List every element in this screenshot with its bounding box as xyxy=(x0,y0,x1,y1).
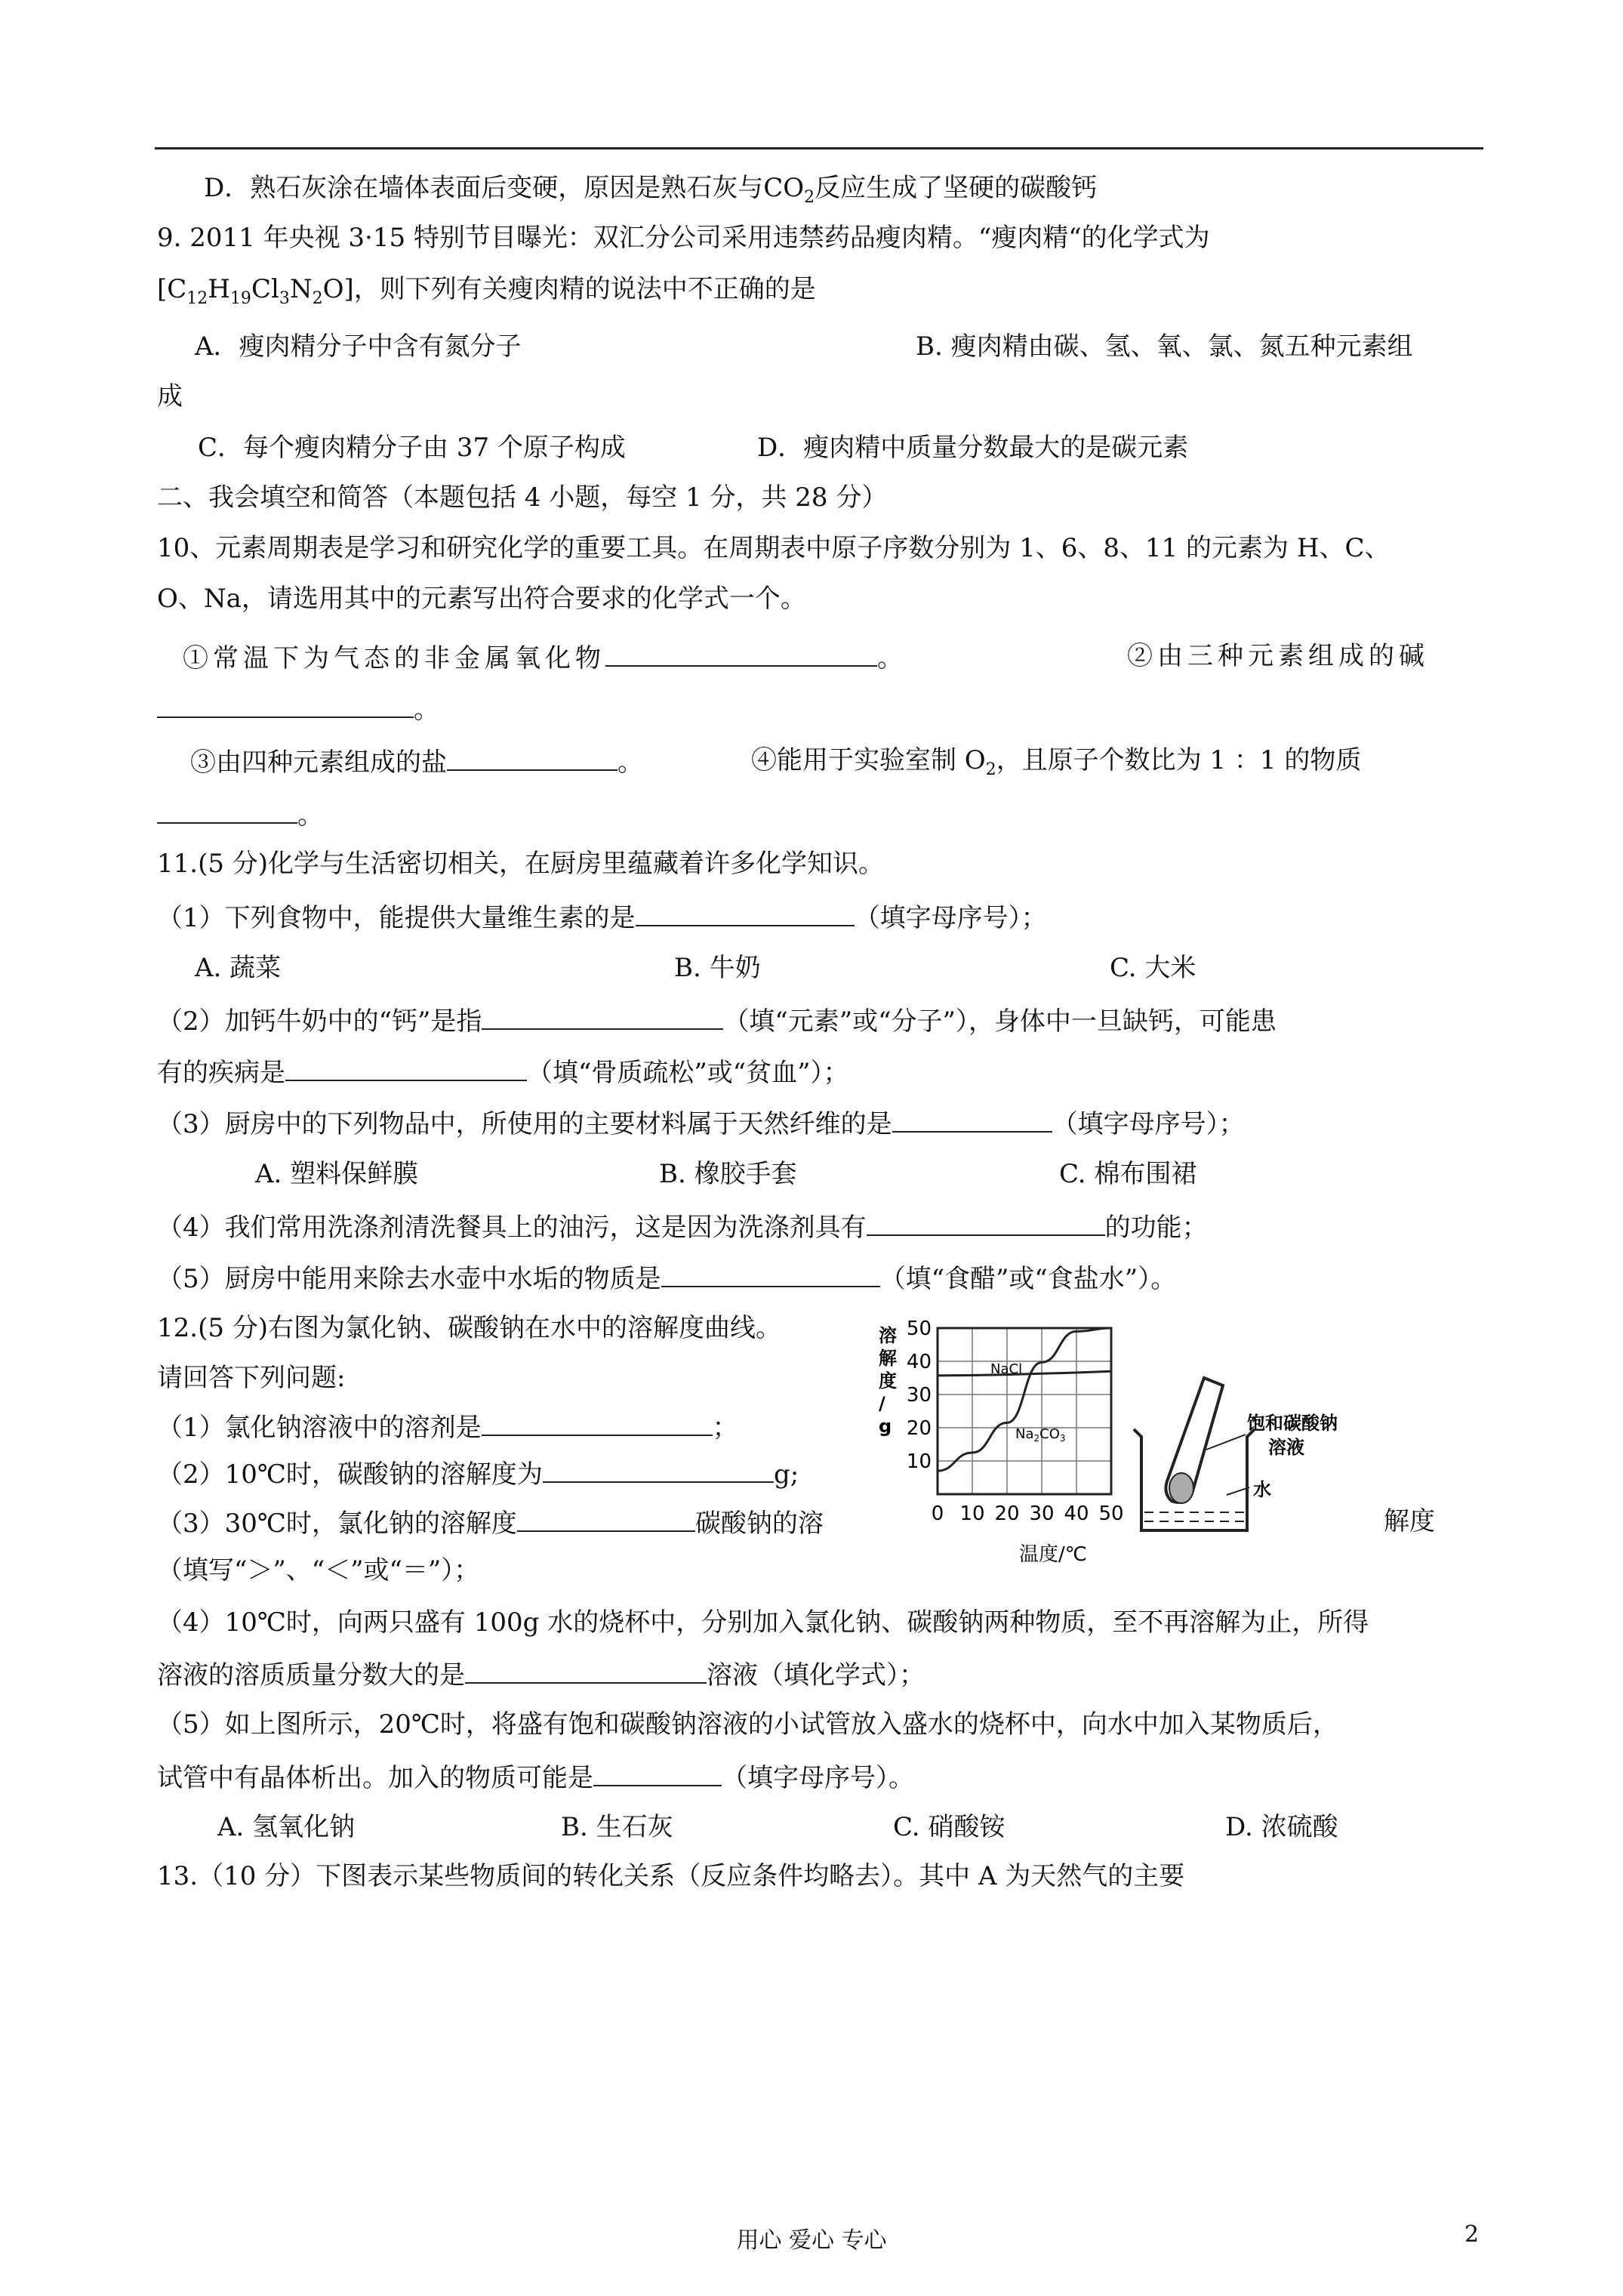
q11-p3-option-a: A. 塑料保鲜膜 xyxy=(255,1159,419,1189)
q10-item2: ②由三种元素组成的碱 xyxy=(1127,641,1429,671)
header-rule xyxy=(155,147,1483,149)
q12-blank5[interactable] xyxy=(593,1759,722,1786)
water-label: 水 xyxy=(1253,1479,1271,1500)
chart-ylabel-char: g xyxy=(879,1416,892,1437)
solubility-figure xyxy=(868,1318,1381,1574)
y-tick-label: 30 xyxy=(906,1384,932,1407)
x-tick-label: 10 xyxy=(959,1502,985,1525)
q12-p5-option-c: C. 硝酸铵 xyxy=(893,1812,1006,1842)
nacl-curve-label: NaCl xyxy=(990,1361,1023,1377)
q9-option-d: D．瘦肉精中质量分数最大的是碳元素 xyxy=(757,433,1189,463)
q12-part4-line2: 溶液的溶质质量分数大的是 溶液（填化学式）； xyxy=(157,1657,925,1692)
x-tick-label: 50 xyxy=(1098,1502,1124,1525)
q11-p3-option-b: B. 橡胶手套 xyxy=(659,1159,797,1189)
q12-blank3[interactable] xyxy=(517,1505,695,1532)
q11-part5: （5）厨房中能用来除去水壶中水垢的物质是 （填“食醋”或“食盐水”）。 xyxy=(157,1260,1176,1296)
q11-part4: （4）我们常用洗涤剂清洗餐具上的油污，这是因为洗涤剂具有 的功能； xyxy=(157,1209,1208,1244)
q10-item1: ①常温下为气态的非金属氧化物 。 xyxy=(183,639,907,675)
q10-stem-line2: O、Na，请选用其中的元素写出符合要求的化学式一个。 xyxy=(157,584,806,614)
q12-part3-line2: （填写“＞”、“＜”或“＝”）； xyxy=(157,1555,480,1586)
q11-blank3[interactable] xyxy=(285,1054,527,1081)
q10-blank2[interactable] xyxy=(157,691,414,718)
q11-blank5[interactable] xyxy=(867,1209,1105,1236)
q9-option-c: C．每个瘦肉精分子由 37 个原子构成 xyxy=(198,433,626,463)
q12-intro: 12.(5 分)右图为氯化钠、碳酸钠在水中的溶解度曲线。 xyxy=(157,1313,782,1343)
q9-option-a: A．瘦肉精分子中含有氮分子 xyxy=(195,331,522,362)
q10-stem-line1: 10、元素周期表是学习和研究化学的重要工具。在周期表中原子序数分别为 1、6、8、11 的元素为 H、C、 xyxy=(157,533,1390,563)
q11-blank6[interactable] xyxy=(661,1260,880,1287)
label-pointer-solution xyxy=(1206,1435,1246,1450)
chart-ylabel-char: / xyxy=(879,1393,885,1414)
section2-title: 二、我会填空和简答（本题包括 4 小题，每空 1 分，共 28 分） xyxy=(157,482,888,513)
chart-xlabel: 温度/℃ xyxy=(1019,1543,1087,1566)
y-tick-label: 40 xyxy=(906,1351,932,1373)
q12-part5: （5）如上图所示，20℃时，将盛有饱和碳酸钠溶液的小试管放入盛水的烧杯中，向水中加入某物质后， xyxy=(157,1709,1338,1740)
beaker-diagram xyxy=(1134,1378,1338,1530)
q11-blank1[interactable] xyxy=(636,899,855,926)
nacl-curve xyxy=(938,1371,1111,1376)
q12-part5-line2: 试管中有晶体析出。加入的物质可能是 （填字母序号）。 xyxy=(157,1759,914,1795)
q12-p5-option-d: D. 浓硫酸 xyxy=(1225,1812,1338,1842)
q11-intro: 11.(5 分)化学与生活密切相关，在厨房里蕴藏着许多化学知识。 xyxy=(157,849,885,879)
q10-item4: ④能用于实验室制 $O_2$，且原子个数比为 1 ：1 的物质 xyxy=(751,745,1362,779)
q11-blank4[interactable] xyxy=(892,1105,1052,1133)
q9-option-b: B. 瘦肉精由碳、氢、氧、氯、氮五种元素组 xyxy=(916,331,1413,362)
q10-blank4[interactable] xyxy=(157,797,297,824)
q8-option-d: D．熟石灰涂在墙体表面后变硬，原因是熟石灰与$CO_2$反应生成了坚硬的碳酸钙 xyxy=(204,173,1098,207)
q12-p5-option-a: A. 氢氧化钠 xyxy=(217,1812,356,1842)
beaker-label-line2: 溶液 xyxy=(1268,1437,1304,1458)
q12-blank2[interactable] xyxy=(543,1456,774,1483)
q11-part3: （3）厨房中的下列物品中，所使用的主要材料属于天然纤维的是 （填字母序号）； xyxy=(157,1105,1245,1141)
chart-series xyxy=(938,1328,1111,1471)
chart-ylabel-char: 度 xyxy=(879,1370,897,1391)
q10-blank1[interactable] xyxy=(605,639,877,667)
q9-stem-line1: 9. 2011 年央视 3·15 特别节目曝光：双汇分公司采用违禁药品瘦肉精。“瘦肉精“的化学式为 xyxy=(157,223,1210,253)
chart-ylabel xyxy=(879,1325,897,1437)
page-number: 2 xyxy=(1464,2221,1480,2248)
x-tick-label: 40 xyxy=(1064,1502,1089,1525)
q11-part2-line2: 有的疾病是 （填“骨质疏松”或“贫血”）； xyxy=(157,1054,849,1089)
q12-part2: （2）10℃时，碳酸钠的溶解度为 g; xyxy=(157,1456,799,1491)
q12-part3: （3）30℃时，氯化钠的溶解度 碳酸钠的溶 xyxy=(157,1505,824,1540)
q12-blank4[interactable] xyxy=(465,1657,707,1684)
chart-frame xyxy=(938,1328,1111,1494)
q11-p3-option-c: C. 棉布围裙 xyxy=(1059,1159,1197,1189)
beaker-label-line1: 饱和碳酸钠 xyxy=(1247,1413,1338,1434)
q12-part4: （4）10℃时，向两只盛有 100g 水的烧杯中，分别加入氯化钠、碳酸钠两种物质，至不再溶解为止，所得 xyxy=(157,1607,1369,1638)
q9-option-b-cont: 成 xyxy=(157,381,183,411)
chart-x-ticks xyxy=(932,1502,1124,1525)
q9-formula-line: $[C_{12}H_{19}Cl_3N_2O]$，则下列有关瘦肉精的说法中不正确的是 xyxy=(157,274,816,308)
y-tick-label: 50 xyxy=(906,1318,932,1340)
y-tick-label: 20 xyxy=(906,1417,932,1440)
chart-y-ticks xyxy=(907,1318,932,1473)
q11-blank2[interactable] xyxy=(482,1003,723,1030)
q10-blank3[interactable] xyxy=(447,744,617,771)
x-tick-label: 20 xyxy=(994,1502,1020,1525)
q11-p1-option-a: A. 蔬菜 xyxy=(195,953,282,983)
y-tick-label: 10 xyxy=(906,1450,932,1473)
saturated-solution xyxy=(1169,1473,1193,1503)
q11-part1: （1）下列食物中，能提供大量维生素的是 （填字母序号）； xyxy=(157,899,1047,935)
q12-ask: 请回答下列问题: xyxy=(157,1363,346,1393)
na2co3-curve xyxy=(938,1328,1111,1471)
q12-blank1[interactable] xyxy=(482,1409,713,1436)
chart-ylabel-char: 解 xyxy=(879,1348,897,1369)
q11-p1-option-b: B. 牛奶 xyxy=(674,953,761,983)
q11-p1-option-c: C. 大米 xyxy=(1110,953,1196,983)
na2co3-curve-label: $Na_2CO_3$ xyxy=(1015,1426,1066,1444)
q10-item3: ③由四种元素组成的盐 。 xyxy=(190,744,643,779)
q10-item2-answer: 。 xyxy=(157,691,439,726)
x-tick-label: 0 xyxy=(931,1502,944,1525)
x-tick-label: 30 xyxy=(1029,1502,1055,1525)
q12-part3-right: 解度 xyxy=(1384,1506,1435,1536)
q10-item4-answer: 。 xyxy=(157,797,323,832)
chart-grid xyxy=(938,1328,1111,1494)
page-footer: 用心 爱心 专心 xyxy=(736,2227,887,2254)
q11-part2: （2）加钙牛奶中的“钙”是指 （填“元素”或“分子”），身体中一旦缺钙，可能患 xyxy=(157,1003,1277,1038)
q12-p5-option-b: B. 生石灰 xyxy=(561,1812,673,1842)
q12-part1: （1）氯化钠溶液中的溶剂是 ； xyxy=(157,1409,738,1444)
q13-intro: 13.（10 分）下图表示某些物质间的转化关系（反应条件均略去）。其中 A 为天然气的主要 xyxy=(157,1861,1185,1891)
chart-ylabel-char: 溶 xyxy=(879,1325,897,1346)
